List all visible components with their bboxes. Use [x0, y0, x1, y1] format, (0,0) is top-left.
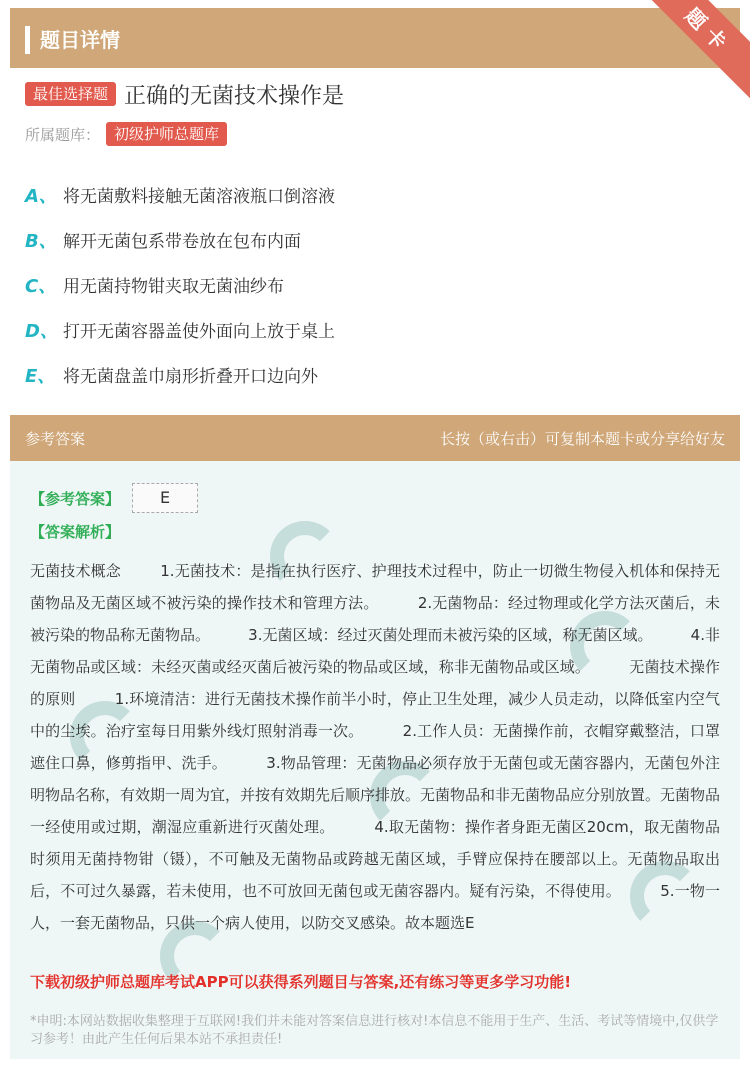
- ribbon-label: 题卡: [650, 0, 750, 100]
- option-d[interactable]: [25, 307, 725, 352]
- share-hint: 长按（或右击）可复制本题卡或分享给好友: [439, 430, 725, 448]
- title-bar: [10, 8, 740, 68]
- option-letter: A、: [25, 185, 57, 207]
- bank-tag[interactable]: 初级护师总题库: [106, 122, 227, 146]
- answer-label: 【参考答案】: [30, 489, 121, 508]
- download-promo[interactable]: 下载初级护师总题库考试APP可以获得系列题目与答案,还有练习等更多学习功能!: [30, 973, 572, 991]
- question-block: [25, 80, 725, 146]
- option-letter: E、: [25, 365, 56, 387]
- option-text: 解开无菌包系带卷放在包布内面: [63, 232, 301, 252]
- title-accent-bar: [25, 26, 30, 54]
- option-b[interactable]: [25, 217, 725, 262]
- explanation-label: 【答案解析】: [30, 523, 121, 541]
- explanation-text: 无菌技术概念 1.无菌技术：是指在执行医疗、护理技术过程中，防止一切微生物侵入机体和保持无菌物品及无菌区域不被污染的操作技术和管理方法。 2.无菌物品：经过物理或化学方法灭菌后，未被污染的物品称无菌物品。 3.无菌区域：经过灭菌处理而未被污染的区域，称无菌区域。 4.非无菌物品或区域：未经灭菌或经灭菌后被污染的物品或区域，称非无菌物品或区域。 无菌技术操作的原则 1.环境清洁：进行无菌技术操作前半小时，停止卫生处理，减少人员走动，以降低室内空气中的尘埃。治疗室每日用紫外线灯照射消毒一次。 2.工作人员：无菌操作前，衣帽穿戴整洁，口罩遮住口鼻，修剪指甲、洗手。 3.物品管理：无菌物品必须存放于无菌包或无菌容器内，无菌包外注明物品名称，有效期一周为宜，并按有效期先后顺序排放。无菌物品和非无菌物品应分别放置。无菌物品一经使用或过期，潮湿应重新进行灭菌处理。 4.取无菌物：操作者身距无菌区20cm，取无菌物品时须用无菌持物钳（镊），不可触及无菌物品或跨越无菌区域，手臂应保持在腰部以上。无菌物品取出后，不可过久暴露，若未使用，也不可放回无菌包或无菌容器内。疑有污染，不得使用。 5.一物一人，一套无菌物品，只供一个病人使用，以防交叉感染。故本题选E: [30, 562, 721, 932]
- option-c[interactable]: [25, 262, 725, 307]
- answer-body: [10, 461, 740, 1059]
- answer-section-title: 参考答案: [25, 430, 86, 448]
- page-title: 题目详情: [40, 28, 120, 52]
- option-e[interactable]: [25, 352, 725, 397]
- option-a[interactable]: [25, 172, 725, 217]
- options-list: [25, 172, 725, 397]
- option-text: 用无菌持物钳夹取无菌油纱布: [63, 277, 284, 297]
- option-letter: D、: [25, 320, 58, 342]
- question-type-tag: 最佳选择题: [25, 82, 116, 106]
- answer-value: E: [132, 483, 198, 513]
- option-letter: B、: [25, 230, 57, 252]
- option-text: 将无菌敷料接触无菌溶液瓶口倒溶液: [63, 187, 335, 207]
- bank-label: 所属题库：: [25, 125, 101, 144]
- option-text: 将无菌盘盖巾扇形折叠开口边向外: [63, 367, 318, 387]
- answer-header: [10, 415, 740, 461]
- disclaimer: *申明:本网站数据收集整理于互联网!我们并未能对答案信息进行核对!本信息不能用于生产、生活、考试等情境中,仅供学习参考！由此产生任何后果本站不承担责任!: [30, 1014, 719, 1047]
- option-letter: C、: [25, 275, 57, 297]
- question-text: 正确的无菌技术操作是: [124, 83, 345, 109]
- option-text: 打开无菌容器盖使外面向上放于桌上: [63, 322, 335, 342]
